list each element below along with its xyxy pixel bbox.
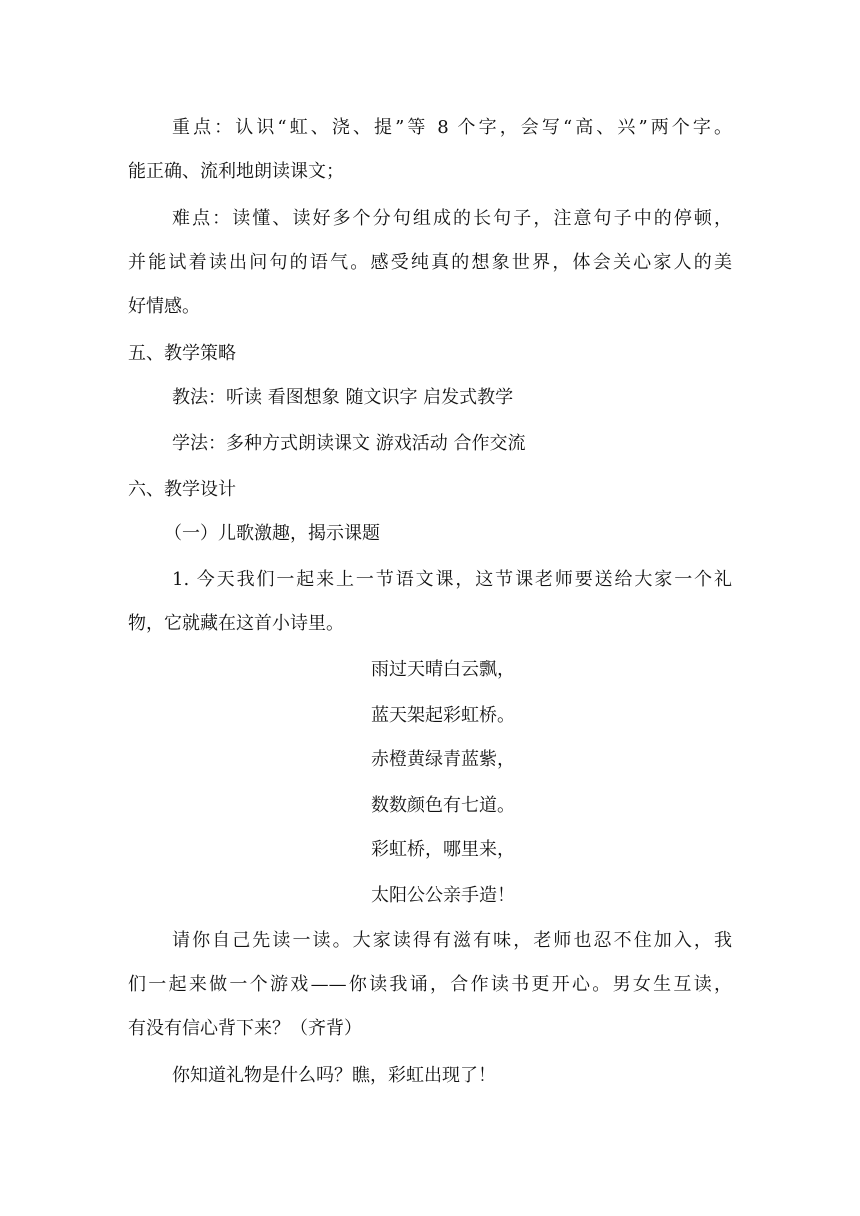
poem-line-5: 彩虹桥，哪里来， bbox=[371, 839, 515, 860]
section-6-heading: 六、教学设计 bbox=[128, 479, 236, 500]
step-1-line-2: 物，它就藏在这首小诗里。 bbox=[128, 613, 344, 634]
after-poem-line-4: 你知道礼物是什么吗？瞧，彩虹出现了！ bbox=[172, 1065, 496, 1086]
section-5-heading: 五、教学策略 bbox=[128, 343, 236, 364]
learning-methods: 学法：多种方式朗读课文 游戏活动 合作交流 bbox=[172, 433, 526, 454]
teaching-methods: 教法：听读 看图想象 随文识字 启发式教学 bbox=[172, 387, 514, 408]
poem-line-3: 赤橙黄绿青蓝紫， bbox=[371, 749, 515, 770]
section-6-subheading: （一）儿歌激趣，揭示课题 bbox=[164, 523, 380, 544]
after-poem-line-1: 请你自己先读一读。大家读得有滋有味，老师也忍不住加入，我 bbox=[172, 930, 732, 951]
difficulties-line-1: 难点：读懂、读好多个分句组成的长句子，注意句子中的停顿， bbox=[172, 208, 732, 229]
difficulties-line-2: 并能试着读出问句的语气。感受纯真的想象世界，体会关心家人的美 bbox=[128, 252, 732, 273]
after-poem-line-2: 们一起来做一个游戏——你读我诵，合作读书更开心。男女生互读， bbox=[128, 974, 732, 995]
step-1-line-1: 1. 今天我们一起来上一节语文课，这节课老师要送给大家一个礼 bbox=[172, 569, 732, 590]
poem-line-2: 蓝天架起彩虹桥。 bbox=[371, 705, 515, 726]
key-points-line-1: 重点：认识“虹、浇、提”等 8 个字，会写“高、兴”两个字。 bbox=[172, 117, 732, 138]
key-points-line-2: 能正确、流利地朗读课文； bbox=[128, 161, 344, 182]
poem-line-4: 数数颜色有七道。 bbox=[371, 795, 515, 816]
after-poem-line-3: 有没有信心背下来？（齐背） bbox=[128, 1018, 362, 1039]
poem-line-1: 雨过天晴白云飘， bbox=[371, 659, 515, 680]
difficulties-line-3: 好情感。 bbox=[128, 296, 200, 317]
poem-line-6: 太阳公公亲手造！ bbox=[371, 885, 515, 906]
